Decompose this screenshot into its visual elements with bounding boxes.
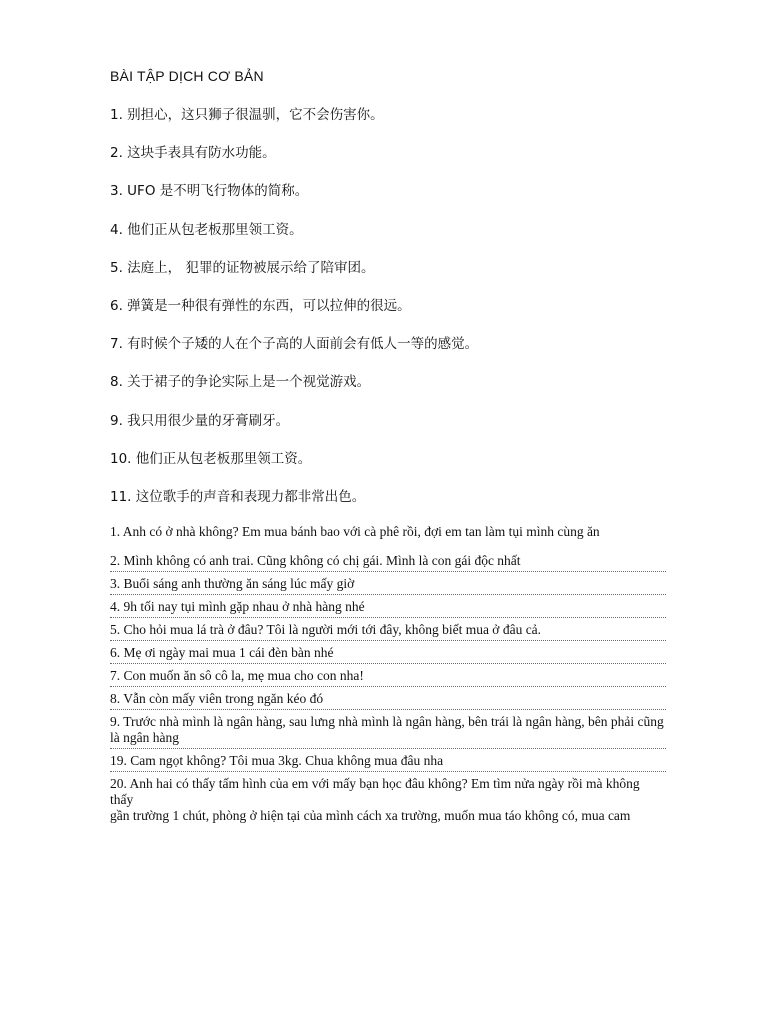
chinese-sentence: 9. 我只用很少量的牙膏刷牙。 xyxy=(110,412,290,429)
vietnamese-sentence-item xyxy=(110,576,666,595)
vietnamese-sentence-item xyxy=(110,524,666,540)
chinese-sentence: 11. 这位歌手的声音和表现力都非常出色。 xyxy=(110,488,366,505)
vietnamese-sentence-item xyxy=(110,714,666,749)
chinese-sentence: 6. 弹簧是一种很有弹性的东西，可以拉伸的很远。 xyxy=(110,297,411,314)
vietnamese-sentence: 1. Anh có ở nhà không? Em mua bánh bao với cà phê rồi, đợi em tan làm tụi mình cùng ăn xyxy=(110,524,600,539)
answer-line[interactable] xyxy=(110,686,666,687)
vietnamese-sentence-list xyxy=(110,524,666,824)
vietnamese-sentence-item xyxy=(110,599,666,618)
answer-line[interactable] xyxy=(110,594,666,595)
vietnamese-sentence: 7. Con muốn ăn sô cô la, mẹ mua cho con nha! xyxy=(110,668,364,683)
chinese-sentence: 10. 他们正从包老板那里领工资。 xyxy=(110,450,312,467)
chinese-sentence: 8. 关于裙子的争论实际上是一个视觉游戏。 xyxy=(110,374,371,391)
answer-line[interactable] xyxy=(110,709,666,710)
vietnamese-sentence: 5. Cho hỏi mua lá trà ở đâu? Tôi là người mới tới đây, không biết mua ở đâu cả. xyxy=(110,622,542,637)
chinese-sentence: 2. 这块手表具有防水功能。 xyxy=(110,145,276,162)
chinese-sentence: 3. UFO 是不明飞行物体的简称。 xyxy=(110,183,309,200)
answer-line[interactable] xyxy=(110,663,666,664)
vietnamese-sentence: 19. Cam ngọt không? Tôi mua 3kg. Chua không mua đâu nha xyxy=(110,753,444,768)
chinese-sentence: 1. 别担心，这只狮子很温驯，它不会伤害你。 xyxy=(110,107,384,123)
answer-line[interactable] xyxy=(110,771,666,772)
document-title: BÀI TẬP DỊCH CƠ BẢN xyxy=(110,68,264,84)
chinese-sentence-list xyxy=(110,105,670,525)
answer-line[interactable] xyxy=(110,640,666,641)
vietnamese-sentence: 8. Vẫn còn mấy viên trong ngăn kéo đó xyxy=(110,691,324,706)
chinese-sentence: 7. 有时候个子矮的人在个子高的人面前会有低人一等的感觉。 xyxy=(110,336,479,353)
vietnamese-sentence-item xyxy=(110,668,666,687)
vietnamese-sentence: gần trường 1 chút, phòng ở hiện tại của mình cách xa trường, muốn mua táo không có, mua cam xyxy=(110,808,631,823)
vietnamese-sentence-item xyxy=(110,691,666,710)
answer-line[interactable] xyxy=(110,571,666,572)
vietnamese-sentence: 9. Trước nhà mình là ngân hàng, sau lưng nhà mình là ngân hàng, bên trái là ngân hàng, bên phải cũng là ngân hàng xyxy=(110,714,664,745)
vietnamese-sentence-item xyxy=(110,645,666,664)
chinese-sentence: 5. 法庭上， 犯罪的证物被展示给了陪审团。 xyxy=(110,259,375,276)
vietnamese-sentence-item xyxy=(110,753,666,772)
answer-line[interactable] xyxy=(110,748,666,749)
vietnamese-sentence-item xyxy=(110,776,666,824)
chinese-sentence: 4. 他们正从包老板那里领工资。 xyxy=(110,221,303,238)
answer-line[interactable] xyxy=(110,617,666,618)
vietnamese-sentence-item xyxy=(110,622,666,641)
vietnamese-sentence-item xyxy=(110,553,666,572)
vietnamese-sentence: 6. Mẹ ơi ngày mai mua 1 cái đèn bàn nhé xyxy=(110,645,334,660)
vietnamese-sentence: 3. Buổi sáng anh thường ăn sáng lúc mấy giờ xyxy=(110,576,355,591)
vietnamese-sentence: 20. Anh hai có thấy tấm hình của em với mấy bạn học đâu không? Em tìm nửa ngày rồi mà không thấy xyxy=(110,776,640,807)
vietnamese-sentence: 4. 9h tối nay tụi mình gặp nhau ở nhà hàng nhé xyxy=(110,599,365,614)
vietnamese-sentence: 2. Mình không có anh trai. Cũng không có chị gái. Mình là con gái độc nhất xyxy=(110,553,521,568)
